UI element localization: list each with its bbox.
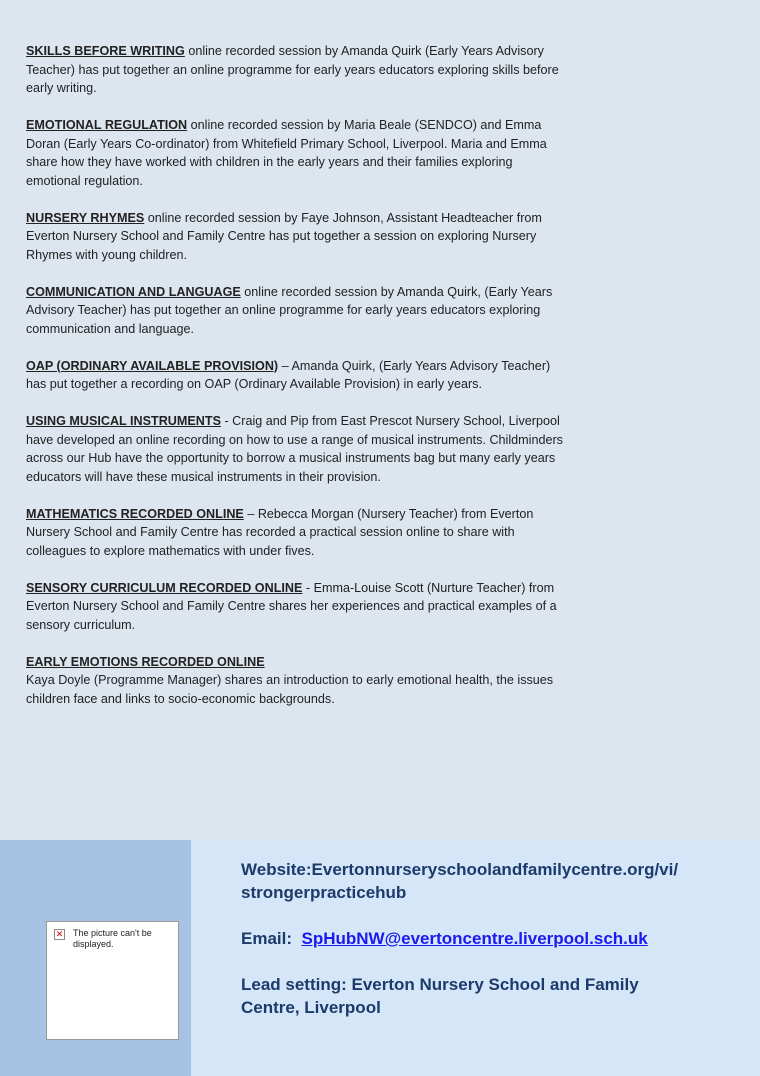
session-title: EARLY EMOTIONS RECORDED ONLINE [26, 654, 265, 669]
session-description: Kaya Doyle (Programme Manager) shares an introduction to early emotional health, the issues children face and links to socio-economic backgrounds. [26, 673, 554, 706]
email-link[interactable]: SpHubNW@evertoncentre.liverpool.sch.uk [301, 929, 648, 948]
session-entry [26, 116, 566, 190]
session-description: – Rebecca Morgan (Nursery Teacher) from Everton Nursery School and Family Centre has recorded a practical session online to share with colleagues to explore mathematics with under fives. [26, 506, 534, 558]
session-entry [26, 579, 566, 635]
website-line: strongerpracticehub [241, 883, 407, 902]
lead-line: Lead setting: Everton Nursery School and Family [241, 975, 639, 994]
session-entry [26, 42, 566, 98]
session-list [26, 42, 566, 727]
session-title: NURSERY RHYMES [26, 210, 145, 225]
session-description: online recorded session by Amanda Quirk (Early Years Advisory Teacher) has put together an online programme for early years educators exploring skills before early writing. [26, 44, 559, 95]
session-title: COMMUNICATION AND LANGUAGE [26, 284, 241, 299]
image-placeholder-text: The picture can't be displayed. [73, 928, 152, 949]
session-title: SKILLS BEFORE WRITING [26, 44, 185, 58]
session-title: MATHEMATICS RECORDED ONLINE [26, 506, 244, 521]
session-entry [26, 209, 566, 265]
website-line: Website:Evertonnurseryschoolandfamilycentre.org/vi/ [241, 860, 679, 879]
session-title: OAP (ORDINARY AVAILABLE PROVISION) [26, 358, 279, 373]
lead-setting [241, 973, 741, 1019]
website-info[interactable] [241, 858, 741, 904]
session-entry [26, 283, 566, 339]
session-title: EMOTIONAL REGULATION [26, 118, 188, 132]
lead-line: Centre, Liverpool [241, 998, 381, 1017]
email-info [241, 927, 741, 950]
session-description: – Amanda Quirk, (Early Years Advisory Teacher) has put together a recording on OAP (Ordinary Available Provision) in early years. [26, 358, 551, 391]
session-description: online recorded session by Maria Beale (SENDCO) and Emma Doran (Early Years Co-ordinator) from Whitefield Primary School, Liverpool. Maria and Emma share how they have worked with children in the early years and their families exploring emotional regulation. [26, 118, 547, 188]
session-entry [26, 357, 566, 394]
session-title: USING MUSICAL INSTRUMENTS [26, 414, 221, 428]
broken-image-icon: ✕ [55, 929, 64, 939]
session-description: - Emma-Louise Scott (Nurture Teacher) from Everton Nursery School and Family Centre shares her experiences and practical examples of a sensory curriculum. [26, 580, 557, 632]
session-entry [26, 653, 566, 709]
email-label: Email: [241, 929, 293, 948]
contact-info [241, 858, 741, 1019]
session-description: online recorded session by Faye Johnson, Assistant Headteacher from Everton Nursery School and Family Centre has put together a session on exploring Nursery Rhymes with young children. [26, 210, 542, 262]
session-entry [26, 505, 566, 561]
footer [0, 840, 760, 1076]
footer-image-panel [0, 840, 191, 1076]
session-description: - Craig and Pip from East Prescot Nursery School, Liverpool have developed an online recording on how to use a range of musical instruments. Childminders across our Hub have the opportunity to borrow a musical instruments bag but many early years educators will have these musical instruments in their provision. [26, 414, 563, 484]
session-title: SENSORY CURRICULUM RECORDED ONLINE [26, 580, 303, 595]
broken-image-placeholder [46, 921, 179, 1040]
session-description: online recorded session by Amanda Quirk, (Early Years Advisory Teacher) has put together an online programme for early years educators exploring communication and language. [26, 284, 553, 336]
session-entry [26, 412, 566, 486]
